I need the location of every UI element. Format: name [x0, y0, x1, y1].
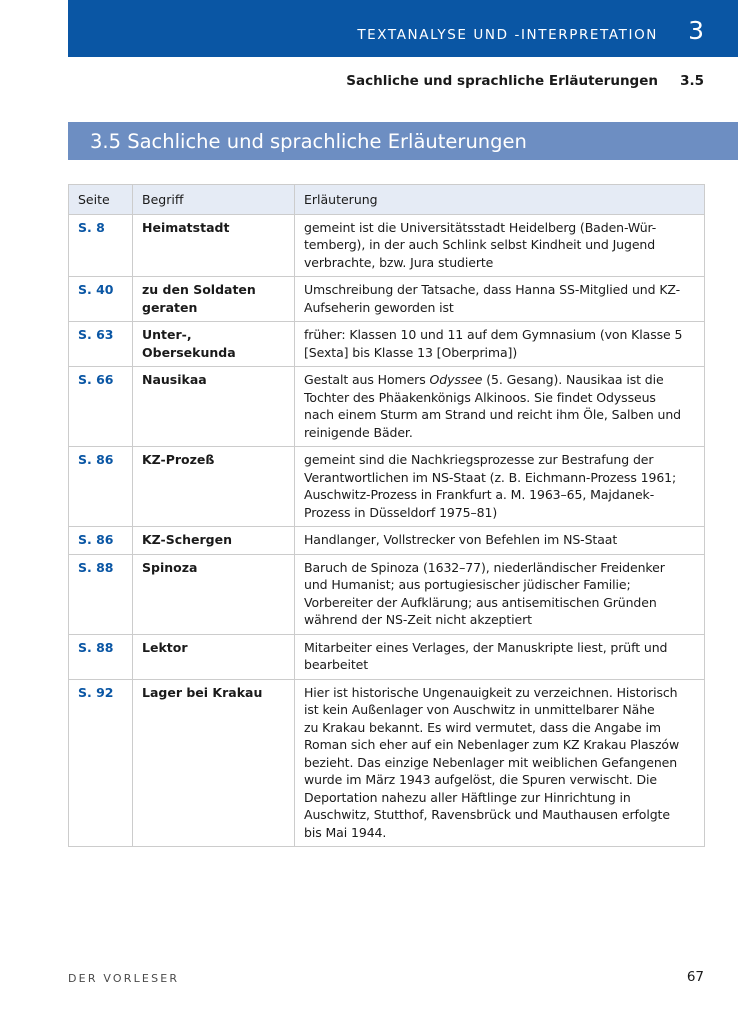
- explanation-line: während der NS-Zeit nicht akzeptiert: [304, 612, 532, 627]
- table-row: [69, 634, 705, 679]
- header-begriff: Begriff: [133, 185, 295, 215]
- explanation-line: Vorbereiter der Aufklärung; aus antisemitischen Gründen: [304, 594, 657, 610]
- explanation-line: Aufseherin geworden ist: [304, 299, 454, 315]
- section-heading-band: [68, 122, 738, 160]
- table-row: [69, 447, 705, 527]
- running-title: Sachliche und sprachliche Erläuterungen: [346, 73, 658, 89]
- explanation-line: gemeint ist die Universitätsstadt Heidelberg (Baden-Wür-: [304, 219, 657, 235]
- explanation-line: bis Mai 1944.: [304, 824, 387, 840]
- term: Nausikaa: [133, 367, 295, 447]
- page-ref: S. 8: [69, 214, 133, 277]
- explanation-line: gemeint sind die Nachkriegsprozesse zur Bestrafung der: [304, 452, 654, 467]
- term: Spinoza: [133, 554, 295, 634]
- explanation: [295, 277, 705, 322]
- term: Lektor: [133, 634, 295, 679]
- explanation-line: früher: Klassen 10 und 11 auf dem Gymnasium (von Klasse 5: [304, 327, 683, 342]
- header-seite: Seite: [69, 185, 133, 215]
- page-ref: S. 40: [69, 277, 133, 322]
- page-ref: S. 86: [69, 447, 133, 527]
- term: Lager bei Krakau: [133, 679, 295, 847]
- table-row: [69, 277, 705, 322]
- explanation-line: Roman sich eher auf ein Nebenlager zum KZ Krakau Plaszów: [304, 737, 680, 752]
- chapter-label: TEXTANALYSE UND -INTERPRETATION: [357, 27, 658, 43]
- explanation-line: nach einem Sturm am Strand und reicht ihm Öle, Salben und: [304, 407, 681, 422]
- explanation-line: Hier ist historische Ungenauigkeit zu verzeichnen. Historisch: [304, 684, 678, 700]
- term-line: geraten: [142, 299, 198, 315]
- explanation-line: Verantwortlichen im NS-Staat (z. B. Eichmann-Prozess 1961;: [304, 469, 677, 485]
- explanation: [295, 634, 705, 679]
- explanation: [295, 554, 705, 634]
- table-row: [69, 367, 705, 447]
- footer-book-title: DER VORLESER: [68, 972, 180, 985]
- explanation: [295, 367, 705, 447]
- explanation-line: zu Krakau bekannt. Es wird vermutet, dass die Angabe im: [304, 719, 661, 735]
- table-row: [69, 554, 705, 634]
- table-row: [69, 527, 705, 555]
- explanation-text: Gestalt aus Homers: [304, 372, 430, 387]
- explanation-line: Auschwitz, Stutthof, Ravensbrück und Mauthausen erfolgte: [304, 807, 670, 822]
- chapter-header-band: [68, 0, 738, 57]
- explanation-line: verbrachte, bzw. Jura studierte: [304, 254, 494, 270]
- work-title: Odyssee: [429, 372, 483, 387]
- glossary-table: [68, 184, 705, 847]
- term: [133, 277, 295, 322]
- explanation: [295, 214, 705, 277]
- page-ref: S. 66: [69, 367, 133, 447]
- table-header-row: [69, 185, 705, 215]
- term-line: zu den Soldaten: [142, 282, 256, 297]
- explanation-text: (5. Gesang). Nausikaa ist die: [482, 372, 664, 387]
- explanation: [295, 322, 705, 367]
- term: KZ-Schergen: [133, 527, 295, 555]
- explanation-line: Umschreibung der Tatsache, dass Hanna SS-Mitglied und KZ-: [304, 282, 681, 297]
- section-title: 3.5 Sachliche und sprachliche Erläuterungen: [90, 130, 527, 153]
- explanation-line: Tochter des Phäakenkönigs Alkinoos. Sie findet Odysseus: [304, 389, 656, 405]
- page-ref: S. 88: [69, 634, 133, 679]
- page-ref: S. 86: [69, 527, 133, 555]
- explanation-line: bearbeitet: [304, 657, 369, 672]
- explanation-line: bezieht. Das einzige Nebenlager mit weiblichen Gefangenen: [304, 754, 678, 770]
- term: Unter-, Obersekunda: [133, 322, 295, 367]
- page-ref: S. 92: [69, 679, 133, 847]
- table-row: [69, 214, 705, 277]
- term: Heimatstadt: [133, 214, 295, 277]
- explanation-line: Deportation nahezu aller Häftlinge zur Hinrichtung in: [304, 789, 631, 805]
- explanation-line: Baruch de Spinoza (1632–77), niederländischer Freidenker: [304, 559, 665, 575]
- chapter-number: 3: [688, 16, 704, 45]
- explanation-line: Handlanger, Vollstrecker von Befehlen im NS-Staat: [304, 532, 618, 547]
- table-row: [69, 322, 705, 367]
- header-erlaeuterung: Erläuterung: [295, 185, 705, 215]
- explanation: [295, 447, 705, 527]
- explanation: [295, 527, 705, 555]
- explanation-line: Prozess in Düsseldorf 1975–81): [304, 504, 498, 520]
- term: KZ-Prozeß: [133, 447, 295, 527]
- table-row: [69, 679, 705, 847]
- page-ref: S. 63: [69, 322, 133, 367]
- explanation-line: ist kein Außenlager von Auschwitz in unmittelbarer Nähe: [304, 702, 655, 717]
- explanation-line: Auschwitz-Prozess in Frankfurt a. M. 1963–65, Majdanek-: [304, 487, 655, 502]
- explanation-line: und Humanist; aus portugiesischer jüdischer Familie;: [304, 577, 631, 592]
- explanation: [295, 679, 705, 847]
- running-section-number: 3.5: [680, 73, 704, 89]
- page-ref: S. 88: [69, 554, 133, 634]
- explanation-line: temberg), in der auch Schlink selbst Kindheit und Jugend: [304, 237, 656, 252]
- explanation-line: Mitarbeiter eines Verlages, der Manuskripte liest, prüft und: [304, 639, 668, 655]
- explanation-line: wurde im März 1943 aufgelöst, die Spuren verwischt. Die: [304, 772, 657, 787]
- explanation-line: [Sexta] bis Klasse 13 [Oberprima]): [304, 344, 518, 360]
- explanation-line: reinigende Bäder.: [304, 424, 413, 440]
- page-number: 67: [686, 969, 704, 985]
- explanation-line: [304, 372, 664, 387]
